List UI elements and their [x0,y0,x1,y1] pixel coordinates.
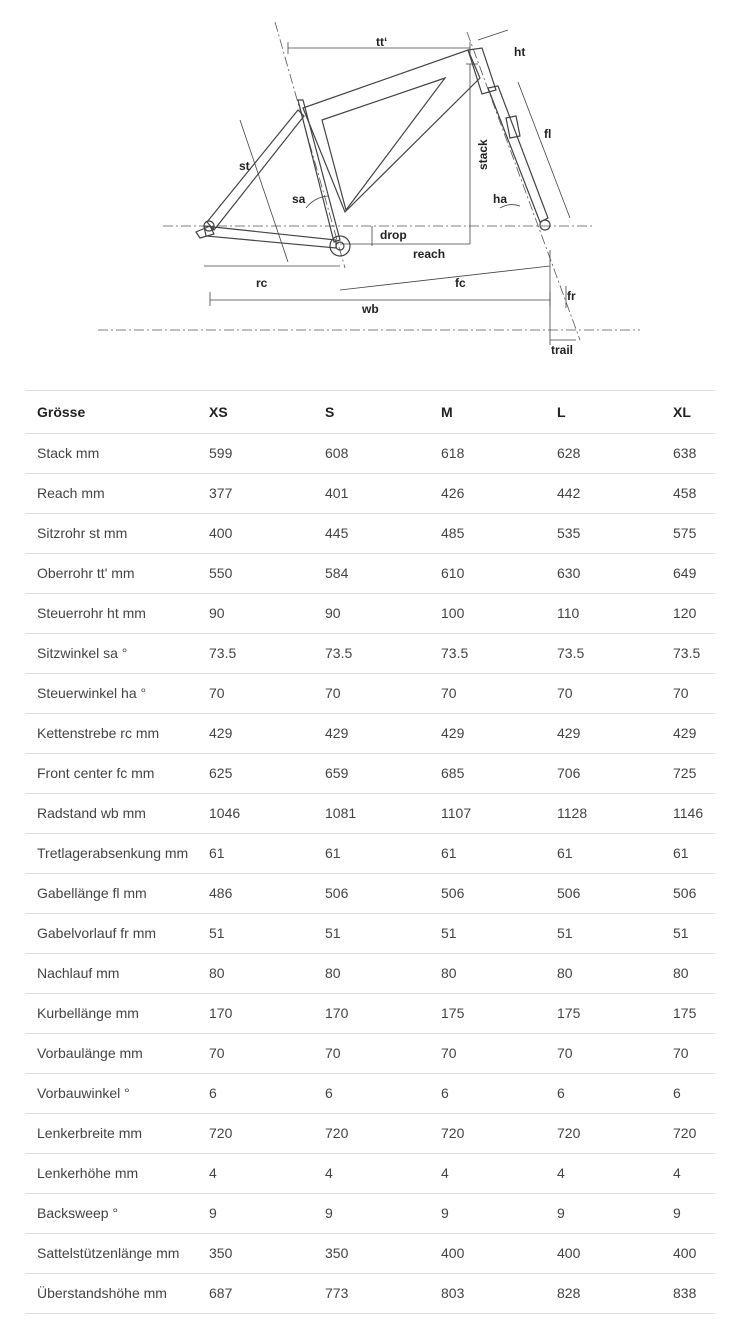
cell-value: 4 [429,1154,545,1194]
cell-value: 80 [313,954,429,994]
cell-value: 73.5 [429,634,545,674]
cell-value: 6 [429,1074,545,1114]
table-row [25,874,715,914]
cell-value: 61 [197,834,313,874]
row-label: Kurbellänge mm [25,994,197,1034]
cell-value: 773 [313,1274,429,1314]
table-row [25,714,715,754]
cell-value: 575 [661,514,715,554]
label-drop: drop [380,228,407,242]
label-st: st [239,159,250,173]
row-label: Stack mm [25,434,197,474]
cell-value: 685 [429,754,545,794]
label-rc: rc [256,276,268,290]
cell-value: 70 [545,1034,661,1074]
cell-value: 649 [661,554,715,594]
cell-value: 70 [313,674,429,714]
label-ht: ht [514,45,526,59]
row-label: Lenkerbreite mm [25,1114,197,1154]
cell-value: 458 [661,474,715,514]
cell-value: 429 [661,714,715,754]
row-label: Reach mm [25,474,197,514]
cell-value: 61 [661,834,715,874]
label-fl: fl [544,127,552,141]
cell-value: 51 [661,914,715,954]
header-s: S [313,391,429,434]
header-size: Grösse [25,391,197,434]
label-trail: trail [551,343,574,357]
table-row [25,514,715,554]
cell-value: 550 [197,554,313,594]
row-label: Radstand wb mm [25,794,197,834]
table-row [25,1114,715,1154]
table-row [25,1194,715,1234]
row-label: Sitzrohr st mm [25,514,197,554]
reference-lines [98,22,640,340]
cell-value: 429 [429,714,545,754]
cell-value: 610 [429,554,545,594]
cell-value: 506 [313,874,429,914]
cell-value: 6 [313,1074,429,1114]
cell-value: 1046 [197,794,313,834]
cell-value: 9 [313,1194,429,1234]
row-label: Überstandshöhe mm [25,1274,197,1314]
cell-value: 1128 [545,794,661,834]
cell-value: 618 [429,434,545,474]
cell-value: 6 [197,1074,313,1114]
table-row [25,1274,715,1314]
cell-value: 175 [661,994,715,1034]
table-row [25,954,715,994]
table-row [25,554,715,594]
diagram-labels [239,35,576,357]
cell-value: 350 [197,1234,313,1274]
cell-value: 584 [313,554,429,594]
cell-value: 80 [197,954,313,994]
table-row [25,674,715,714]
cell-value: 51 [545,914,661,954]
cell-value: 73.5 [545,634,661,674]
table-row [25,594,715,634]
row-label: Lenkerhöhe mm [25,1154,197,1194]
cell-value: 70 [545,674,661,714]
cell-value: 720 [545,1114,661,1154]
label-reach: reach [413,247,446,261]
cell-value: 73.5 [661,634,715,674]
cell-value: 9 [197,1194,313,1234]
cell-value: 687 [197,1274,313,1314]
row-label: Vorbauwinkel ° [25,1074,197,1114]
cell-value: 599 [197,434,313,474]
cell-value: 426 [429,474,545,514]
cell-value: 9 [545,1194,661,1234]
cell-value: 625 [197,754,313,794]
cell-value: 377 [197,474,313,514]
table-body [25,434,715,1314]
cell-value: 170 [197,994,313,1034]
cell-value: 720 [197,1114,313,1154]
cell-value: 350 [313,1234,429,1274]
cell-value: 61 [545,834,661,874]
table-row [25,834,715,874]
cell-value: 100 [429,594,545,634]
cell-value: 638 [661,434,715,474]
cell-value: 70 [429,674,545,714]
cell-value: 720 [661,1114,715,1154]
cell-value: 51 [197,914,313,954]
row-label: Backsweep ° [25,1194,197,1234]
cell-value: 535 [545,514,661,554]
cell-value: 6 [661,1074,715,1114]
row-label: Gabellänge fl mm [25,874,197,914]
table-row [25,754,715,794]
cell-value: 9 [429,1194,545,1234]
cell-value: 6 [545,1074,661,1114]
row-label: Front center fc mm [25,754,197,794]
cell-value: 659 [313,754,429,794]
cell-value: 70 [429,1034,545,1074]
table-row [25,474,715,514]
cell-value: 70 [313,1034,429,1074]
table-row [25,434,715,474]
cell-value: 506 [429,874,545,914]
table-row [25,1154,715,1194]
label-ha: ha [493,192,508,206]
cell-value: 720 [313,1114,429,1154]
cell-value: 803 [429,1274,545,1314]
cell-value: 70 [197,1034,313,1074]
cell-value: 429 [545,714,661,754]
cell-value: 4 [661,1154,715,1194]
cell-value: 400 [545,1234,661,1274]
cell-value: 485 [429,514,545,554]
cell-value: 73.5 [313,634,429,674]
label-stack: stack [476,139,490,170]
cell-value: 90 [313,594,429,634]
label-tt: tt‘ [376,35,388,49]
label-fr: fr [567,289,576,303]
header-xs: XS [197,391,313,434]
cell-value: 73.5 [197,634,313,674]
geometry-diagram [0,0,738,380]
cell-value: 506 [661,874,715,914]
row-label: Steuerwinkel ha ° [25,674,197,714]
cell-value: 828 [545,1274,661,1314]
cell-value: 170 [313,994,429,1034]
label-sa: sa [292,192,306,206]
table-row [25,914,715,954]
cell-value: 110 [545,594,661,634]
table-header-row [25,391,715,434]
cell-value: 61 [313,834,429,874]
cell-value: 90 [197,594,313,634]
cell-value: 429 [313,714,429,754]
table-row [25,1234,715,1274]
cell-value: 506 [545,874,661,914]
cell-value: 175 [429,994,545,1034]
row-label: Nachlauf mm [25,954,197,994]
row-label: Steuerrohr ht mm [25,594,197,634]
cell-value: 725 [661,754,715,794]
cell-value: 400 [197,514,313,554]
cell-value: 1081 [313,794,429,834]
cell-value: 4 [545,1154,661,1194]
row-label: Sitzwinkel sa ° [25,634,197,674]
table-row [25,994,715,1034]
cell-value: 630 [545,554,661,594]
cell-value: 445 [313,514,429,554]
label-fc: fc [455,276,466,290]
cell-value: 838 [661,1274,715,1314]
bike-frame [196,48,550,256]
row-label: Kettenstrebe rc mm [25,714,197,754]
cell-value: 120 [661,594,715,634]
cell-value: 401 [313,474,429,514]
cell-value: 400 [661,1234,715,1274]
cell-value: 70 [197,674,313,714]
cell-value: 486 [197,874,313,914]
row-label: Sattelstützenlänge mm [25,1234,197,1274]
cell-value: 442 [545,474,661,514]
table-row [25,1074,715,1114]
cell-value: 400 [429,1234,545,1274]
cell-value: 80 [545,954,661,994]
table-row [25,794,715,834]
cell-value: 1146 [661,794,715,834]
row-label: Oberrohr tt' mm [25,554,197,594]
cell-value: 51 [313,914,429,954]
table-row [25,634,715,674]
cell-value: 720 [429,1114,545,1154]
cell-value: 9 [661,1194,715,1234]
geometry-table [25,390,715,1314]
cell-value: 80 [429,954,545,994]
cell-value: 80 [661,954,715,994]
header-m: M [429,391,545,434]
header-l: L [545,391,661,434]
row-label: Vorbaulänge mm [25,1034,197,1074]
cell-value: 61 [429,834,545,874]
cell-value: 608 [313,434,429,474]
cell-value: 706 [545,754,661,794]
row-label: Gabelvorlauf fr mm [25,914,197,954]
header-xl: XL [661,391,715,434]
cell-value: 1107 [429,794,545,834]
table-row [25,1034,715,1074]
cell-value: 51 [429,914,545,954]
cell-value: 70 [661,674,715,714]
row-label: Tretlagerabsenkung mm [25,834,197,874]
cell-value: 70 [661,1034,715,1074]
cell-value: 4 [197,1154,313,1194]
cell-value: 628 [545,434,661,474]
cell-value: 4 [313,1154,429,1194]
cell-value: 429 [197,714,313,754]
cell-value: 175 [545,994,661,1034]
label-wb: wb [362,302,379,316]
